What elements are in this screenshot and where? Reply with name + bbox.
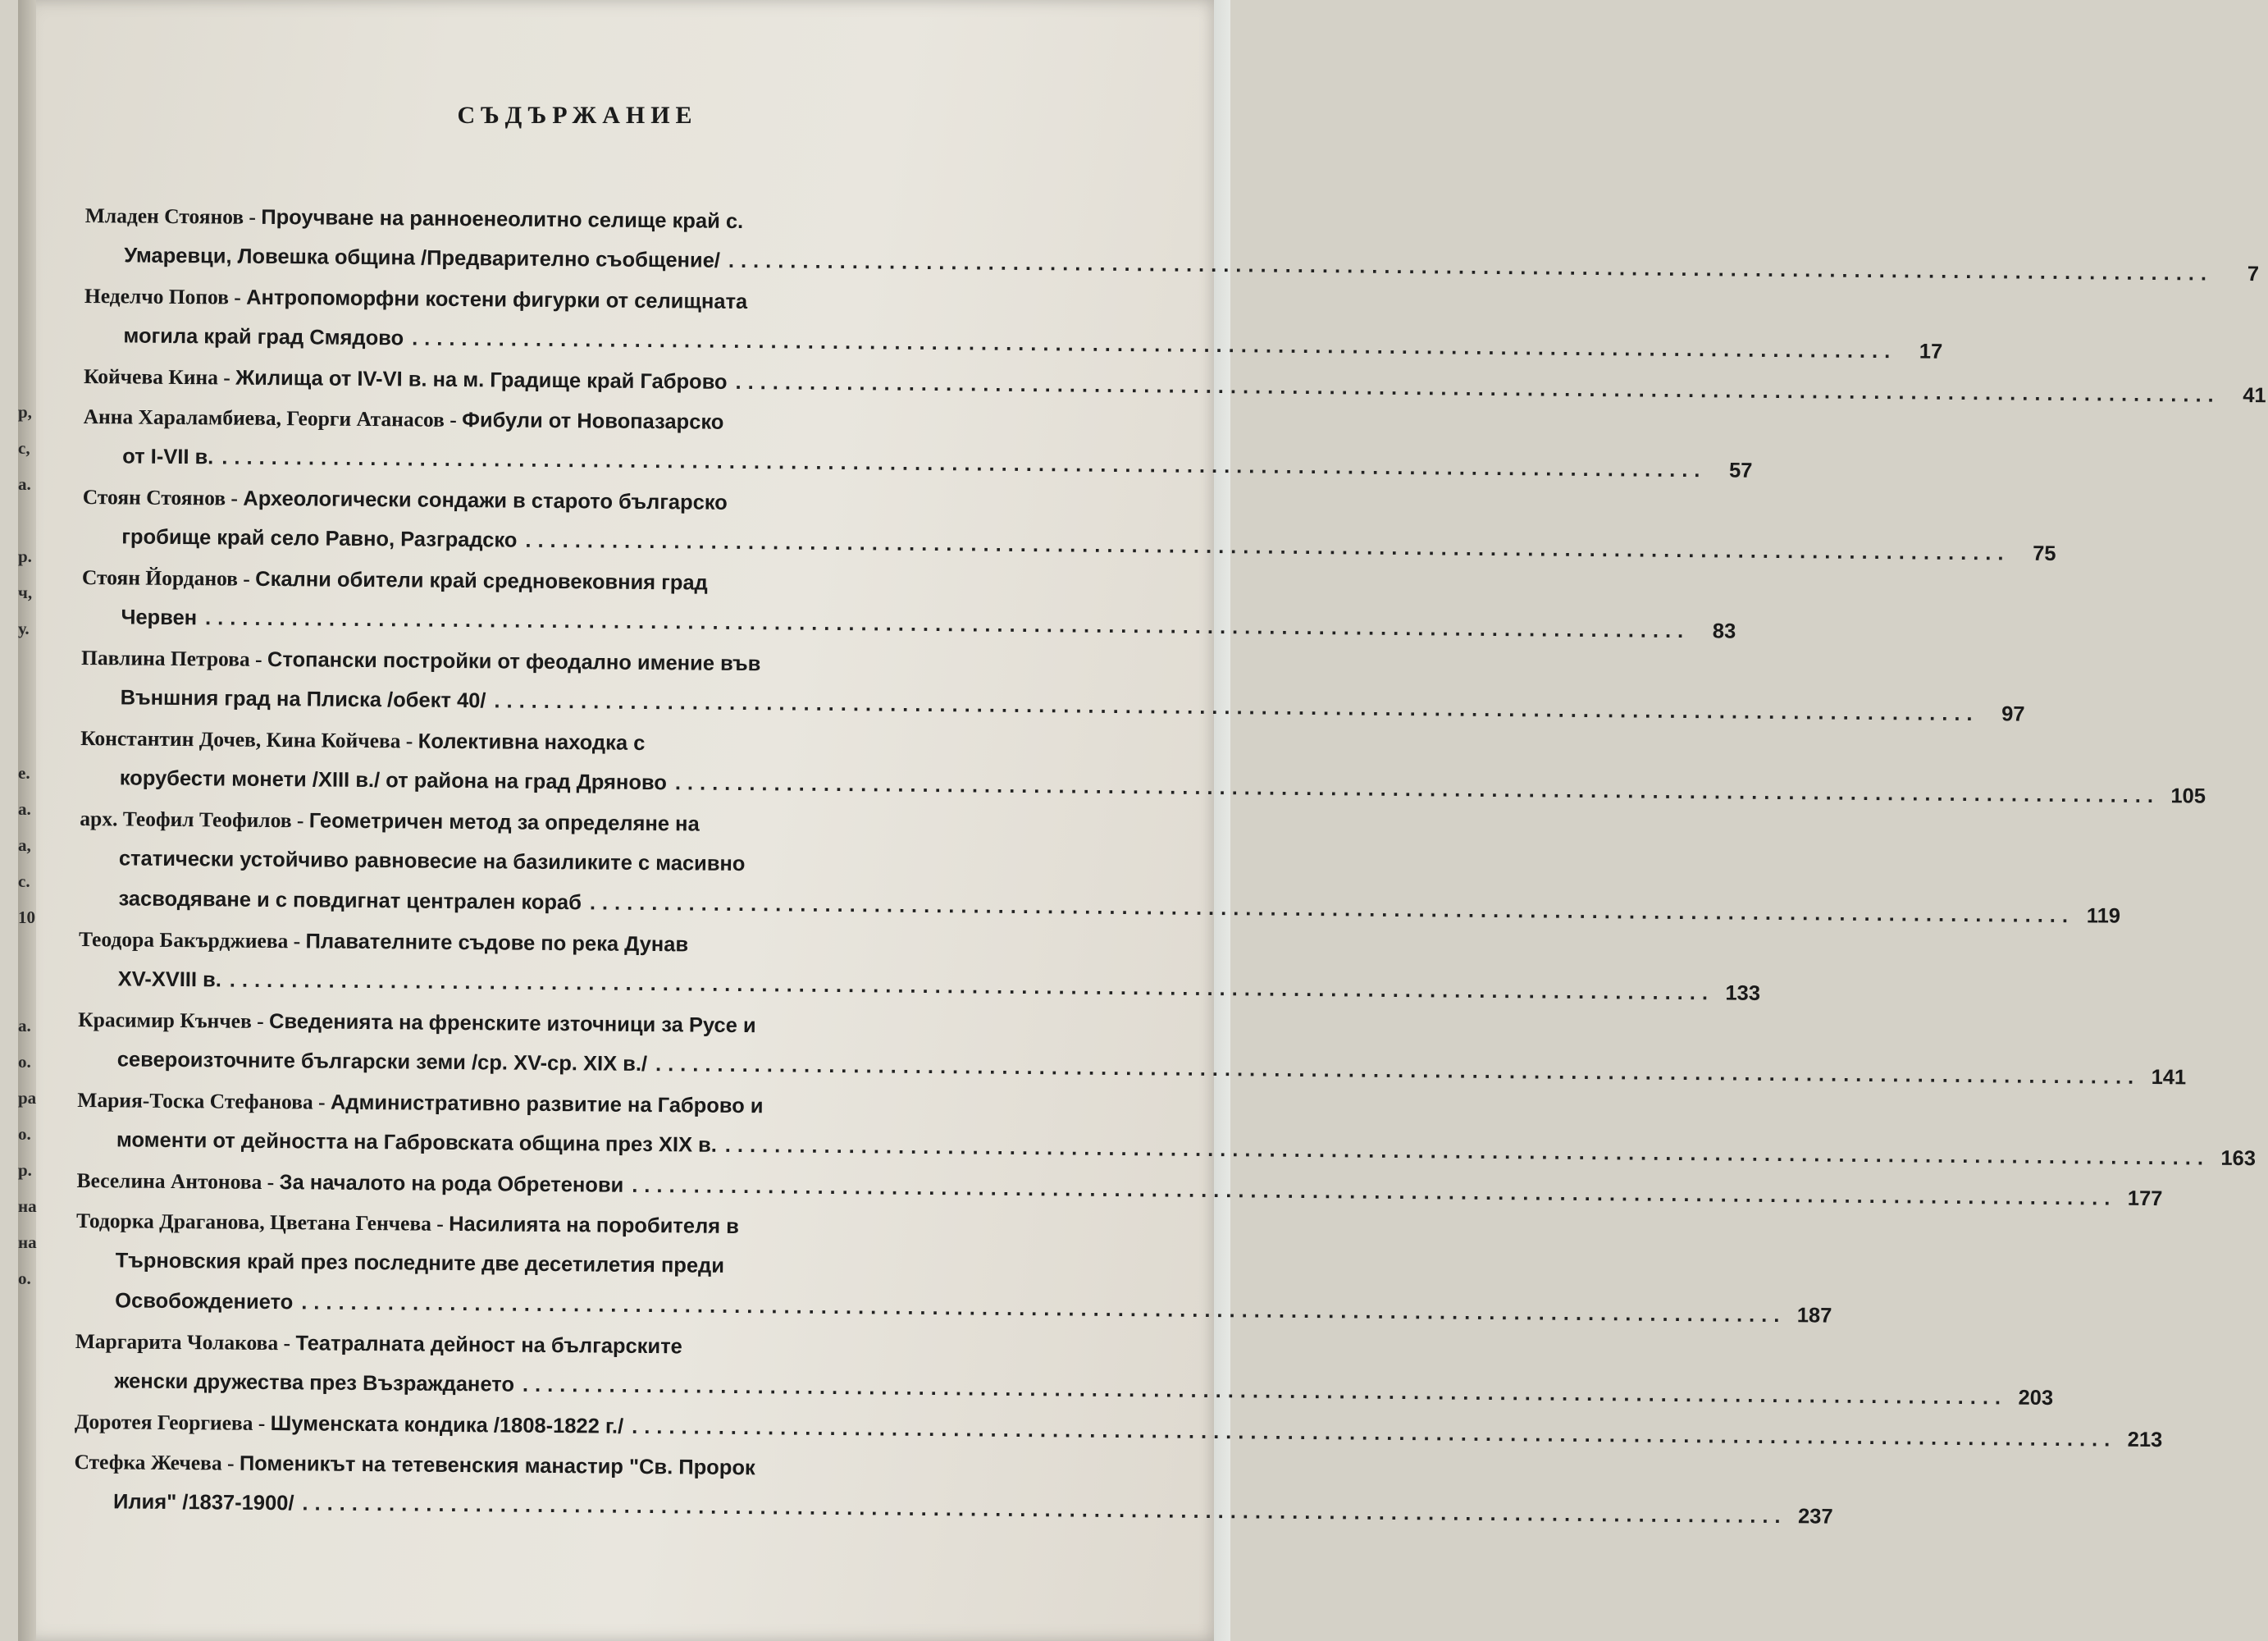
toc-entry[interactable] <box>79 798 2121 928</box>
toc-author: Доротея Георгиева <box>74 1409 253 1435</box>
toc-line-text <box>116 1120 717 1165</box>
toc-title-text: Жилища от IV-VI в. на м. Градище край Габрово <box>235 366 728 394</box>
author-separator: - <box>400 729 418 753</box>
toc-line-text <box>113 1482 294 1524</box>
toc-title-text: моменти от дейността на Габровската община през XIX в. <box>116 1128 718 1157</box>
page-number: 213 <box>2127 1428 2163 1452</box>
edge-fragment: е. <box>18 763 30 783</box>
page-number: 177 <box>2127 1186 2163 1211</box>
toc-line-text <box>123 316 404 359</box>
toc-title-text: североизточните български земи /ср. XV-ср. XIX в./ <box>116 1048 648 1076</box>
author-separator: - <box>249 647 268 671</box>
dot-leader: ........................................................................................................................ <box>302 1492 1787 1529</box>
toc-author: Павлина Петрова <box>80 645 250 671</box>
edge-fragment: с. <box>18 871 30 891</box>
dot-leader: ........................................................................................................................ <box>522 1373 2008 1410</box>
toc-title-text: Скални обители край средновековния град <box>255 567 708 595</box>
author-separator: - <box>431 1211 449 1236</box>
edge-fragment: ра <box>18 1088 37 1108</box>
toc-title-text: Театралната дейност на българските <box>295 1332 682 1359</box>
author-separator: - <box>221 1451 240 1475</box>
author-separator: - <box>444 407 463 432</box>
dot-leader: ........................................................................................................................ <box>204 606 1691 643</box>
edge-fragment: на <box>18 1196 37 1216</box>
toc-title-text: Фибули от Новопазарско <box>462 409 724 434</box>
dot-leader: ........................................................................................................................ <box>735 370 2220 407</box>
toc-title-text: Шуменската кондика /1808-1822 г./ <box>270 1412 624 1438</box>
edge-fragment: р. <box>18 1160 32 1180</box>
toc-entry[interactable] <box>80 718 2206 808</box>
author-separator: - <box>313 1090 331 1114</box>
toc-entry[interactable] <box>83 396 1753 485</box>
toc-title-text: могила край град Смядово <box>123 324 404 350</box>
facing-page-text-fragments <box>18 394 36 1296</box>
edge-fragment: а. <box>18 1016 31 1035</box>
toc-author: Койчева Кина <box>83 363 219 390</box>
toc-author: Маргарита Чолакова <box>75 1328 279 1355</box>
toc-line-text <box>75 1401 624 1447</box>
toc-author: Стефка Жечева <box>74 1449 222 1475</box>
toc-line-text <box>121 597 197 638</box>
toc-entry-continuation-line <box>74 1482 1833 1530</box>
toc-author: Теодора Бакърджиева <box>78 926 289 953</box>
page-number: 57 <box>1728 459 1753 482</box>
page-number: 7 <box>2247 263 2260 286</box>
page-number: 203 <box>2018 1386 2054 1410</box>
toc-title-text: корубести монети /XIII в./ от района на град Дряново <box>119 766 668 795</box>
toc-entry[interactable] <box>75 1321 2054 1410</box>
edge-fragment <box>18 683 36 719</box>
toc-entry[interactable] <box>81 557 1736 646</box>
author-separator: - <box>243 204 262 229</box>
toc-line-text <box>122 437 214 478</box>
page-number: 237 <box>1797 1505 1833 1529</box>
toc-line-text <box>118 879 582 923</box>
author-separator: - <box>225 486 244 510</box>
toc-title-text: Поменикът на тетевенския манастир "Св. Пророк <box>239 1451 755 1480</box>
toc-title-text: Стопански постройки от феодално имение във <box>267 647 761 676</box>
edge-fragment: 10 <box>18 907 35 927</box>
edge-fragment: р. <box>18 546 32 566</box>
toc-title-text: XV-XVIII в. <box>117 967 222 992</box>
edge-fragment: а. <box>18 799 31 819</box>
toc-line-text <box>114 1361 514 1405</box>
toc-author: Красимир Кънчев <box>78 1007 252 1033</box>
toc-title-text: Археологически сондажи в старото българско <box>243 487 728 514</box>
edge-fragment <box>18 647 36 683</box>
toc-line-text <box>120 758 668 803</box>
dot-leader: ........................................................................................................................ <box>632 1173 2117 1210</box>
author-separator: - <box>288 929 306 953</box>
toc-title-text: Умаревци, Ловешка община /Предварително съобщение/ <box>124 244 721 272</box>
edge-fragment: у. <box>18 619 30 638</box>
toc-entry[interactable] <box>80 638 2025 726</box>
dot-leader: ........................................................................................................................ <box>724 1133 2211 1170</box>
toc-entry[interactable] <box>77 1080 2257 1171</box>
toc-line-text <box>117 959 221 1000</box>
toc-title-text: Колективна находка с <box>418 729 646 755</box>
dot-leader: ........................................................................................................................ <box>525 528 2010 565</box>
dot-leader: ........................................................................................................................ <box>412 327 1897 363</box>
author-separator: - <box>251 1008 270 1033</box>
toc-author: Стоян Йорданов <box>81 565 239 591</box>
toc-author: Тодорка Драганова, Цветана Генчева <box>75 1208 432 1236</box>
dot-leader: ........................................................................................................................ <box>301 1291 1787 1328</box>
toc-line-text <box>115 1281 293 1323</box>
page-number: 105 <box>2170 784 2206 808</box>
toc-entry[interactable] <box>75 1200 1832 1329</box>
toc-entry[interactable] <box>84 195 2260 286</box>
toc-author: Мария-Тоска Стефанова <box>77 1087 313 1114</box>
edge-fragment <box>18 502 36 538</box>
toc-title-text: За началото на рода Обретенови <box>279 1171 624 1197</box>
toc-line-text <box>117 1040 648 1085</box>
edge-fragment: ч, <box>18 583 33 602</box>
dot-leader: ........................................................................................................................ <box>494 689 1979 726</box>
toc-author: Стоян Стоянов <box>82 484 226 510</box>
toc-entry[interactable] <box>74 1442 1833 1530</box>
toc-title-text: Илия" /1837-1900/ <box>112 1490 294 1515</box>
page-number: 119 <box>2086 904 2121 928</box>
toc-line-text <box>84 356 728 403</box>
toc-title-text: Административно развитие на Габрово и <box>330 1090 764 1118</box>
author-separator: - <box>278 1331 296 1355</box>
page-number: 41 <box>2243 383 2266 408</box>
edge-fragment <box>18 935 36 971</box>
author-separator: - <box>217 365 236 390</box>
book-page <box>18 0 2266 1641</box>
page-number: 75 <box>2033 542 2056 565</box>
author-separator: - <box>291 808 309 833</box>
toc-author: арх. Теофил Теофилов <box>80 806 292 833</box>
edge-fragment <box>18 719 36 755</box>
toc-title-text: Освобождението <box>115 1289 294 1314</box>
toc-title-text: Антропоморфни костени фигурки от селищната <box>246 286 748 314</box>
toc-title-text: Външния град на Плиска /обект 40/ <box>120 686 486 713</box>
toc-line-text <box>76 1160 623 1206</box>
dot-leader: ........................................................................................................................ <box>221 446 1707 482</box>
dot-leader: ........................................................................................................................ <box>589 891 2075 928</box>
edge-fragment <box>18 971 36 1008</box>
edge-fragment: о. <box>18 1052 31 1072</box>
dot-leader: ........................................................................................................................ <box>229 968 1715 1005</box>
dot-leader: ........................................................................................................................ <box>655 1053 2141 1089</box>
toc-line-text <box>124 235 720 281</box>
toc-title-text: Червен <box>121 606 198 630</box>
toc-author: Младен Стоянов <box>84 203 244 229</box>
author-separator: - <box>262 1169 280 1195</box>
author-separator: - <box>228 285 247 309</box>
toc-title-text: гробище край село Равно, Разградско <box>121 525 518 552</box>
toc-author: Веселина Антонова <box>76 1168 262 1194</box>
table-of-contents <box>74 195 2266 1530</box>
dot-leader: ........................................................................................................................ <box>632 1415 2117 1451</box>
toc-title-text: Проучване на ранноенеолитно селище край с. <box>261 205 744 234</box>
page-number: 97 <box>2001 702 2025 726</box>
edge-fragment: о. <box>18 1268 31 1288</box>
toc-entry[interactable] <box>78 999 2187 1090</box>
page-number: 187 <box>1796 1304 1832 1328</box>
toc-line-text <box>120 678 486 721</box>
edge-fragment: с, <box>18 438 30 458</box>
edge-fragment: о. <box>18 1124 31 1144</box>
author-separator: - <box>237 566 256 591</box>
edge-fragment: на <box>18 1232 37 1252</box>
toc-entry[interactable] <box>84 276 1943 364</box>
toc-title-text: от I-VII в. <box>122 445 214 469</box>
page-title: СЪДЪРЖАНИЕ <box>457 102 698 129</box>
edge-fragment: а, <box>18 835 31 855</box>
edge-fragment: р, <box>18 402 32 422</box>
toc-author: Константин Дочев, Кина Койчева <box>80 725 401 753</box>
page-number: 83 <box>1712 619 1736 643</box>
edge-fragment: а. <box>18 474 31 494</box>
toc-title-text: статически устойчиво равновесие на базиликите с масивно <box>118 847 746 876</box>
toc-title-text: женски дружества през Възраждането <box>114 1369 515 1396</box>
toc-entry[interactable] <box>82 477 2056 565</box>
toc-entry-heading-line <box>79 919 1051 967</box>
toc-title-text: Търновския край през последните две десетилетия преди <box>115 1249 725 1278</box>
dot-leader: ........................................................................................................................ <box>728 249 2214 286</box>
author-separator: - <box>253 1410 271 1436</box>
toc-title-text: Сведенията на френските източници за Русе и <box>268 1009 756 1038</box>
page-number: 141 <box>2151 1066 2187 1090</box>
toc-title-text: засводяване и с повдигнат централен кораб <box>118 887 582 915</box>
toc-author: Анна Хараламбиева, Георги Атанасов <box>83 404 445 432</box>
toc-title-text: Насилията на поробителя в <box>449 1212 740 1239</box>
page-number: 163 <box>2220 1146 2257 1171</box>
toc-title-text: Плавателните съдове по река Дунав <box>305 930 689 957</box>
page-number: 133 <box>1725 981 1761 1005</box>
toc-title-text: Геометричен метод за определяне на <box>308 809 700 836</box>
toc-author: Неделчо Попов <box>84 283 230 309</box>
toc-line-text <box>121 517 518 560</box>
facing-page-edge <box>18 0 36 1641</box>
page-number: 17 <box>1919 340 1943 363</box>
dot-leader: ........................................................................................................................ <box>674 771 2161 808</box>
toc-entry[interactable] <box>78 919 1761 1008</box>
